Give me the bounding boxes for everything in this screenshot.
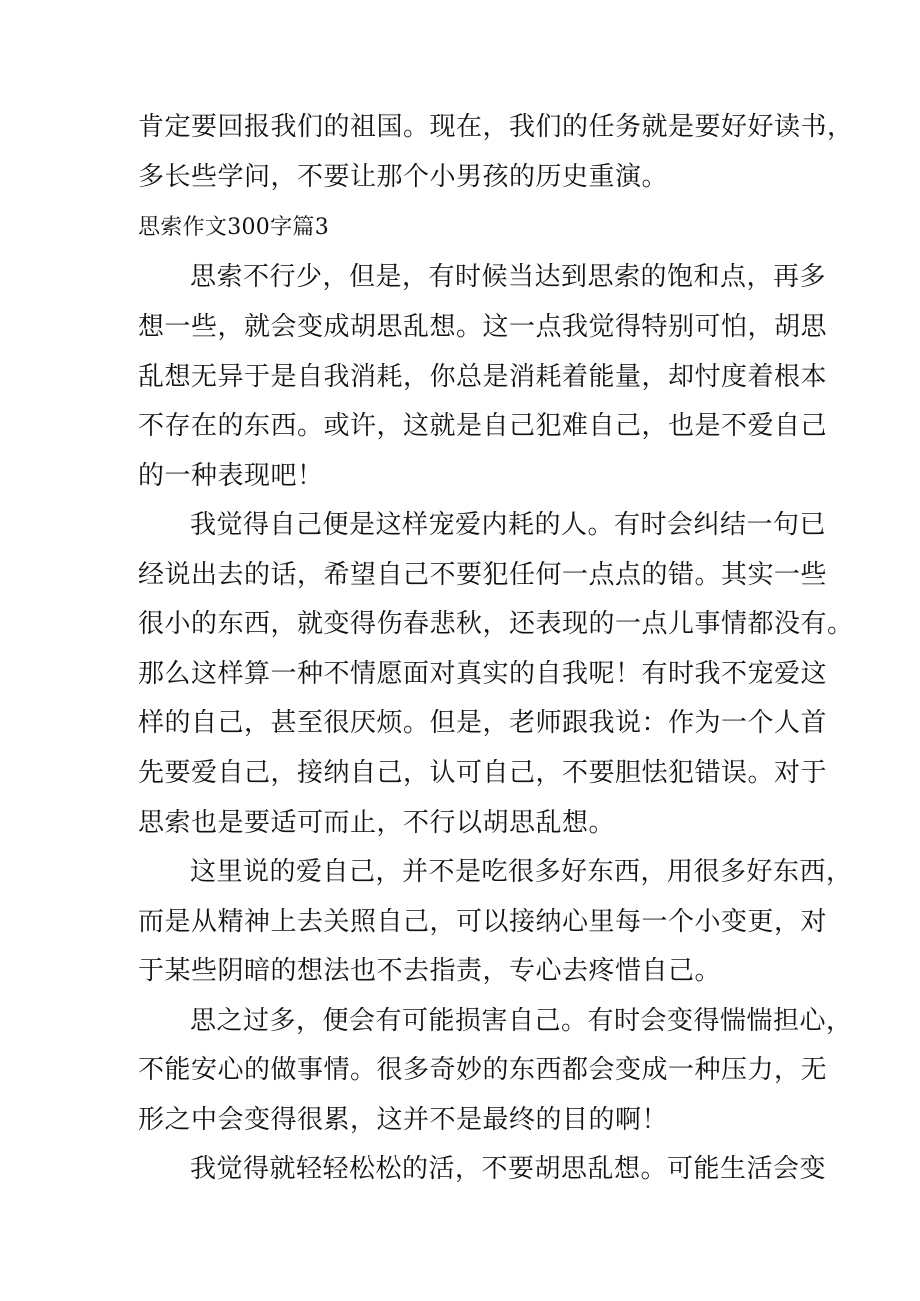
paragraph-3-line-3: 于某些阴暗的想法也不去指责，专心去疼惜自己。 bbox=[138, 956, 722, 986]
paragraph-2-line-7: 思索也是要适可而止，不行以胡思乱想。 bbox=[138, 808, 616, 838]
paragraph-1-line-3: 乱想无异于是自我消耗，你总是消耗着能量，却忖度着根本 bbox=[138, 362, 828, 392]
paragraph-2-line-1: 我觉得自己便是这样宠爱内耗的人。有时会纠结一句已 bbox=[190, 510, 827, 540]
paragraph-5-line-1: 我觉得就轻轻松松的活，不要胡思乱想。可能生活会变 bbox=[190, 1154, 827, 1184]
paragraph-3-line-2: 而是从精神上去关照自己，可以接纳心里每一个小变更，对 bbox=[138, 907, 828, 937]
paragraph-2-line-5: 样的自己，甚至很厌烦。但是，老师跟我说：作为一个人首 bbox=[138, 708, 828, 738]
paragraph-1-line-4: 不存在的东西。或许，这就是自己犯难自己，也是不爱自己 bbox=[138, 411, 828, 441]
paragraph-2-line-6: 先要爱自己，接纳自己，认可自己，不要胆怯犯错误。对于 bbox=[138, 758, 828, 788]
paragraph-4-line-3: 形之中会变得很累，这并不是最终的目的啊！ bbox=[138, 1105, 669, 1135]
paragraph-3-line-1: 这里说的爱自己，并不是吃很多好东西，用很多好东西， bbox=[190, 857, 853, 887]
paragraph-1-line-2: 想一些，就会变成胡思乱想。这一点我觉得特别可怕，胡思 bbox=[138, 312, 828, 342]
paragraph-2-line-4: 那么这样算一种不情愿面对真实的自我呢！有时我不宠爱这 bbox=[138, 659, 828, 689]
paragraph-2-line-2: 经说出去的话，希望自己不要犯任何一点点的错。其实一些 bbox=[138, 560, 828, 590]
paragraph-1-line-1: 思索不行少，但是，有时候当达到思索的饱和点，再多 bbox=[190, 262, 827, 292]
section-heading: 思索作文300字篇3 bbox=[138, 215, 329, 240]
paragraph-2-line-3: 很小的东西，就变得伤春悲秋，还表现的一点儿事情都没有。 bbox=[138, 609, 854, 639]
text-line-2: 多长些学问，不要让那个小男孩的历史重演。 bbox=[138, 162, 669, 192]
text-line-1: 肯定要回报我们的祖国。现在，我们的任务就是要好好读书， bbox=[138, 112, 854, 142]
paragraph-1-line-5: 的一种表现吧！ bbox=[138, 461, 324, 491]
paragraph-4-line-1: 思之过多，便会有可能损害自己。有时会变得惴惴担心， bbox=[190, 1006, 853, 1036]
paragraph-4-line-2: 不能安心的做事情。很多奇妙的东西都会变成一种压力，无 bbox=[138, 1055, 828, 1085]
